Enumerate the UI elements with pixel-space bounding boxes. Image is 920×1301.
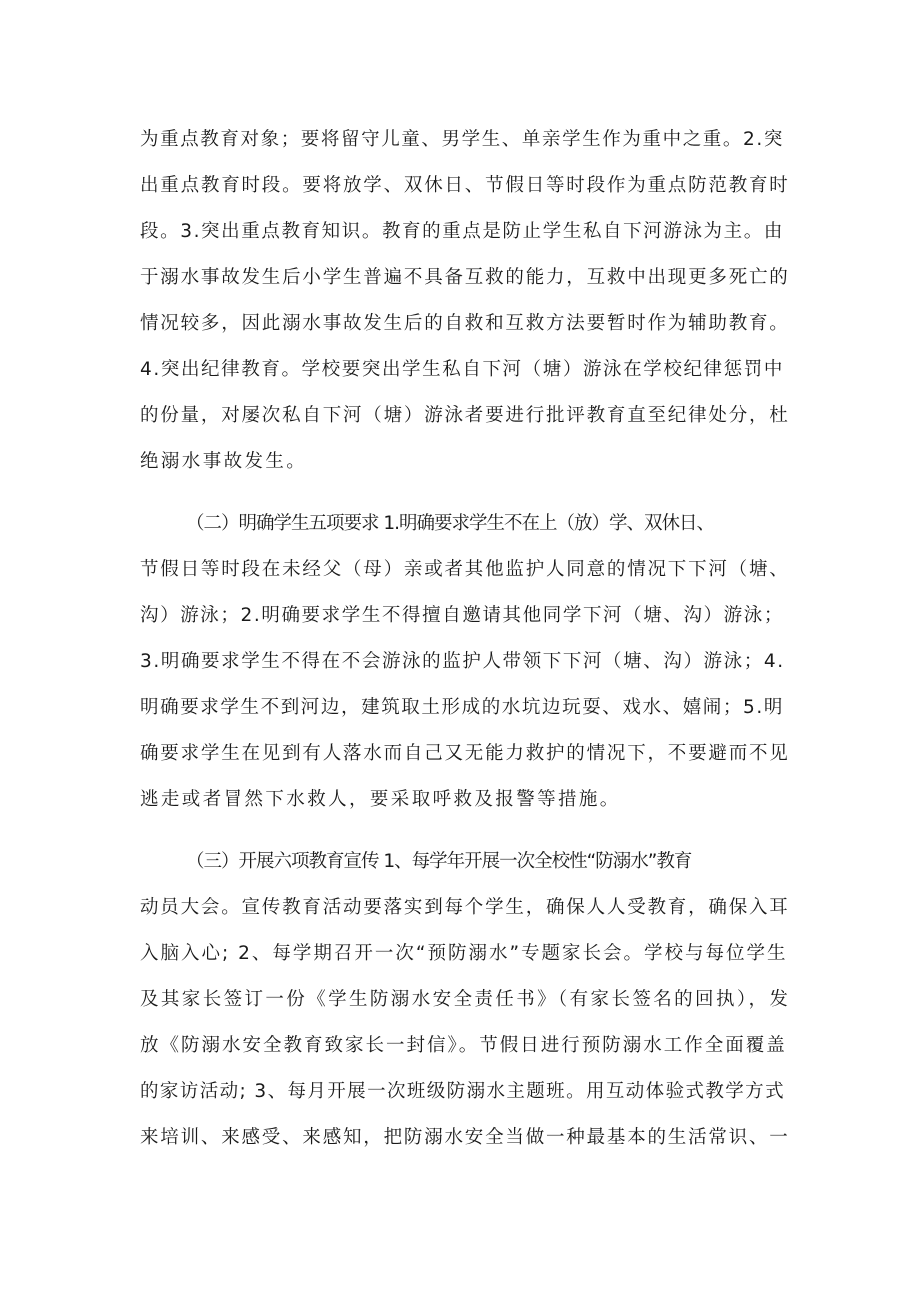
- paragraph-1-line-6: 4.突出纪律教育。学校要突出学生私自下河（塘）游泳在学校纪律惩罚中: [140, 359, 784, 380]
- paragraph-2-line-3: 沟）游泳；2.明确要求学生不得擅自邀请其他同学下河（塘、沟）游泳；: [140, 605, 784, 626]
- paragraph-3-line-7: 来培训、来感受、来感知，把防溺水安全当做一种最基本的生活常识、一: [140, 1127, 790, 1148]
- paragraph-2-line-6: 确要求学生在见到有人落水而自己又无能力救护的情况下，不要避而不见: [140, 743, 790, 764]
- paragraph-3-line-4: 及其家长签订一份《学生防溺水安全责任书》（有家长签名的回执），发: [140, 989, 791, 1010]
- paragraph-1-line-2: 出重点教育时段。要将放学、双休日、节假日等时段作为重点防范教育时: [140, 175, 790, 196]
- paragraph-1-line-1: 为重点教育对象；要将留守儿童、男学生、单亲学生作为重中之重。2.突: [140, 129, 784, 150]
- paragraph-3-line-6: 的家访活动; 3、每月开展一次班级防溺水主题班。用互动体验式教学方式: [140, 1081, 785, 1102]
- paragraph-1-line-5: 情况较多，因此溺水事故发生后的自救和互救方法要暂时作为辅助教育。: [140, 313, 790, 334]
- paragraph-1-line-7: 的份量，对屡次私自下河（塘）游泳者要进行批评教育直至纪律处分，杜: [140, 405, 790, 426]
- paragraph-2-line-4: 3.明确要求学生不得在不会游泳的监护人带领下下河（塘、沟）游泳；4.: [140, 651, 785, 672]
- paragraph-1-line-3: 段。3.突出重点教育知识。教育的重点是防止学生私自下河游泳为主。由: [140, 221, 784, 242]
- paragraph-1-line-4: 于溺水事故发生后小学生普遍不具备互救的能力，互救中出现更多死亡的: [140, 267, 790, 288]
- paragraph-2-line-1: （二）明确学生五项要求 1.明确要求学生不在上（放）学、双休日、: [186, 513, 715, 534]
- paragraph-2-line-2: 节假日等时段在未经父（母）亲或者其他监护人同意的情况下下河（塘、: [140, 559, 790, 580]
- paragraph-1-line-8: 绝溺水事故发生。: [140, 451, 308, 472]
- paragraph-3-line-1: （三）开展六项教育宣传 1、每学年开展一次全校性“防溺水”教育: [186, 851, 692, 872]
- paragraph-2-line-5: 明确要求学生不到河边，建筑取土形成的水坑边玩耍、戏水、嬉闹；5.明: [140, 697, 784, 718]
- paragraph-3-line-3: 入脑入心; 2、每学期召开一次“预防溺水”专题家长会。学校与每位学生: [140, 943, 788, 964]
- paragraph-2-line-7: 逃走或者冒然下水救人，要采取呼救及报警等措施。: [140, 789, 621, 810]
- paragraph-3-line-5: 放《防溺水安全教育致家长一封信》。节假日进行预防溺水工作全面覆盖: [140, 1035, 787, 1056]
- paragraph-3-line-2: 动员大会。宣传教育活动要落实到每个学生，确保人人受教育，确保入耳: [140, 897, 790, 918]
